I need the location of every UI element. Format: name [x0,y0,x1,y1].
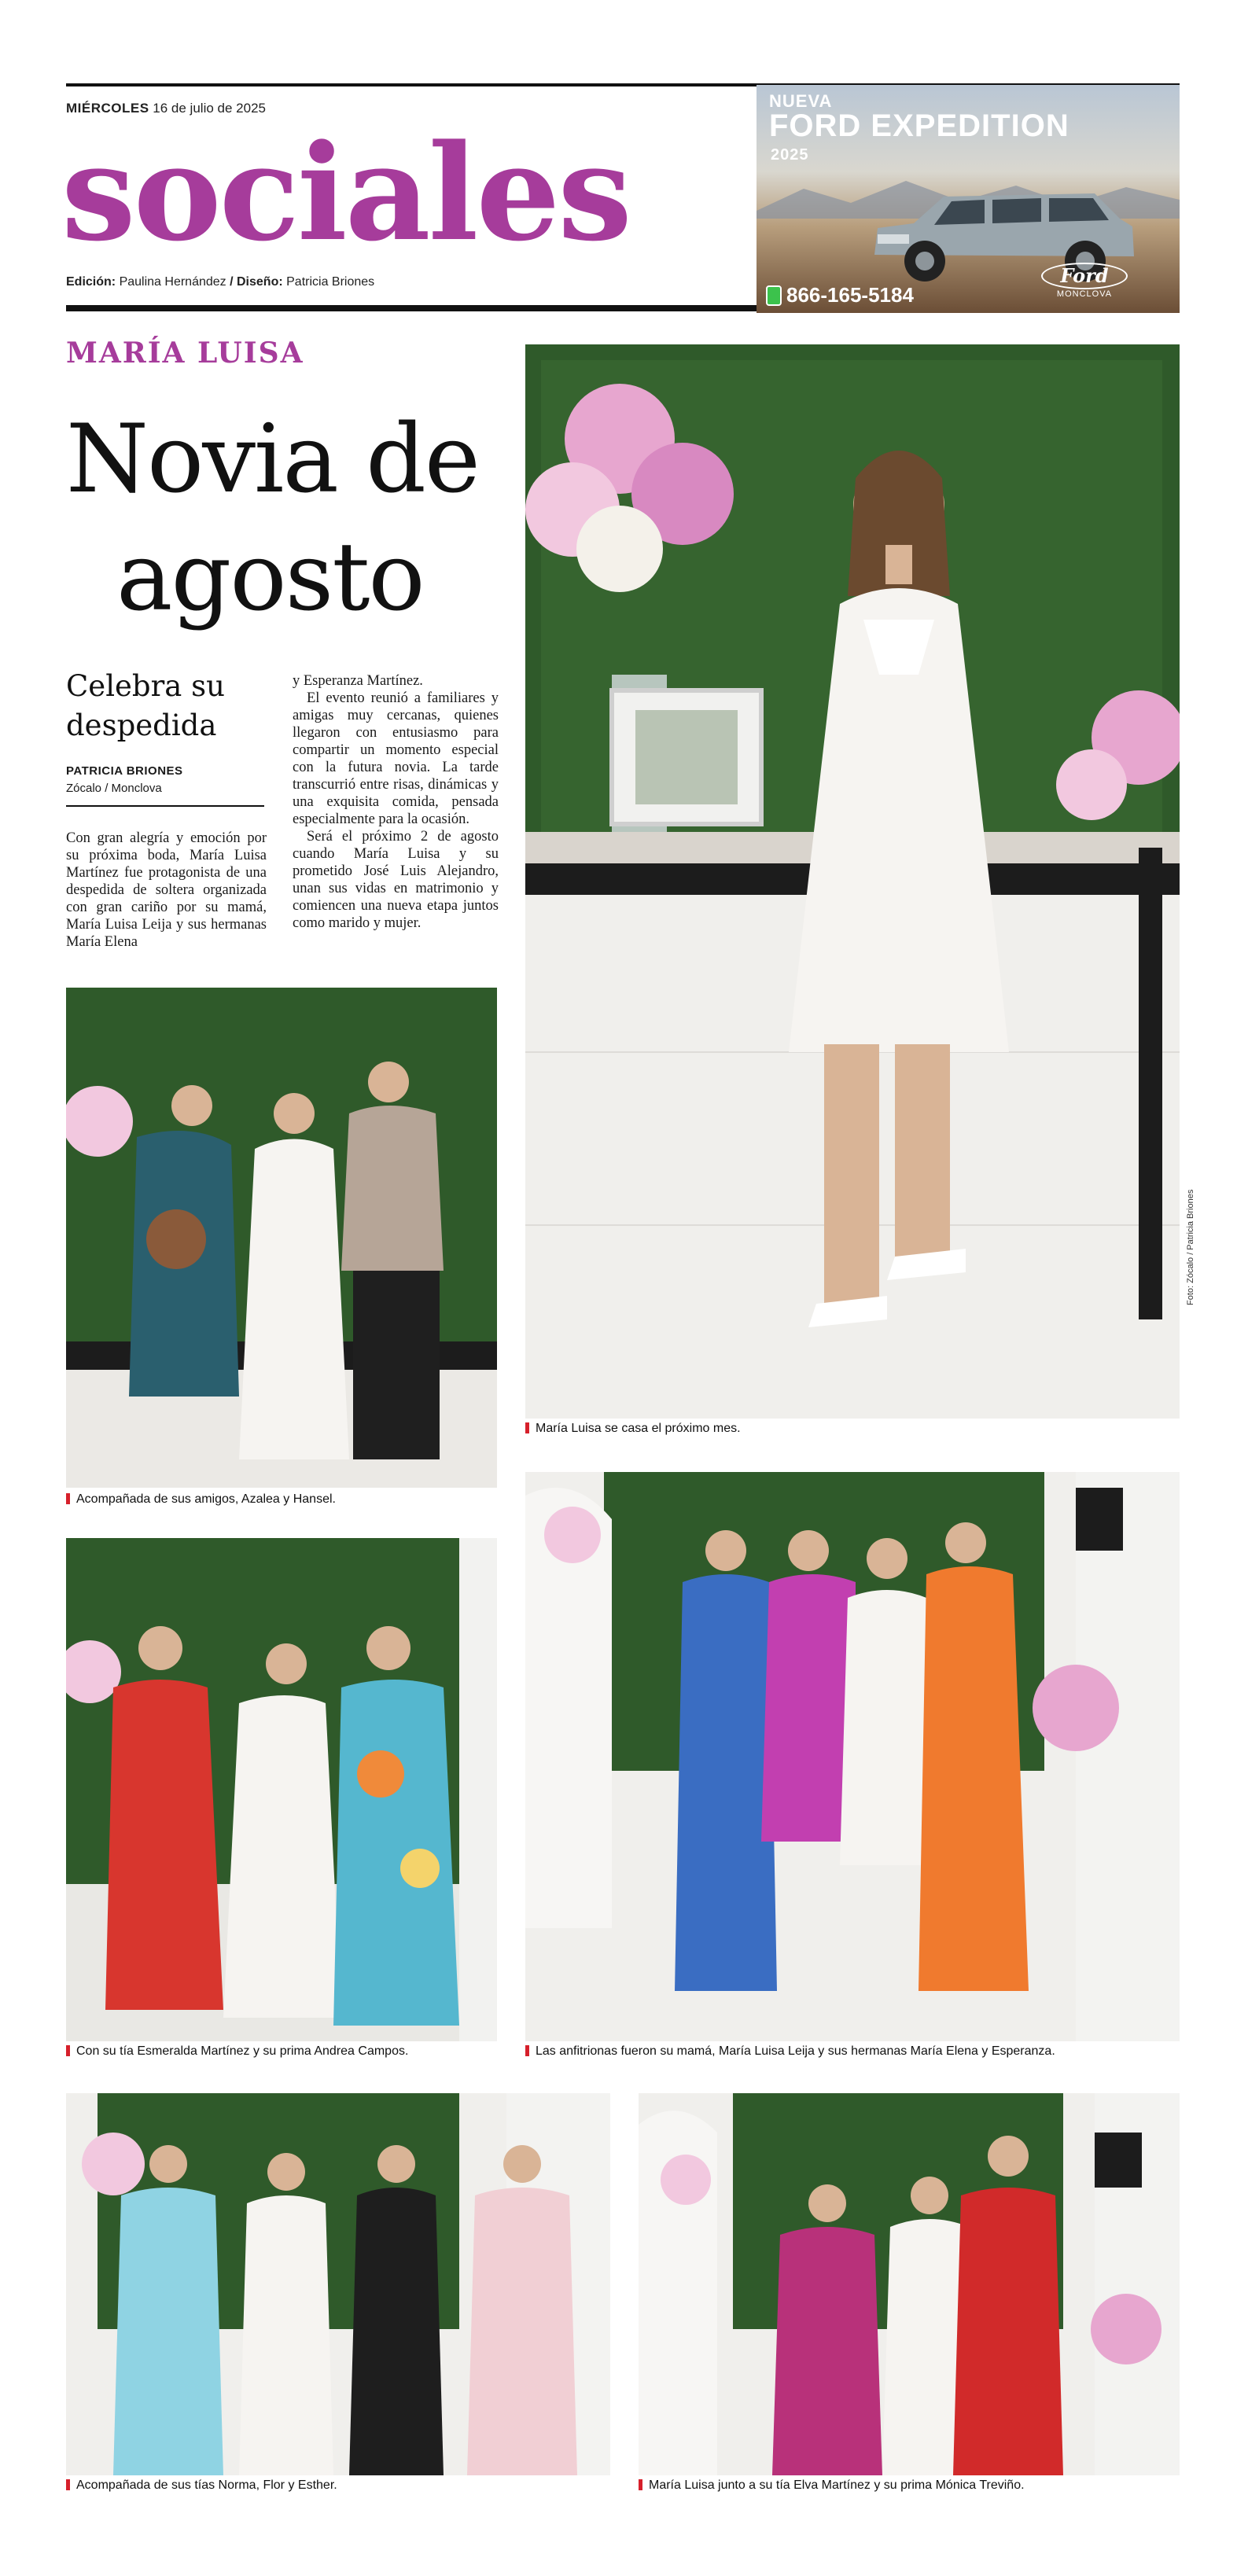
section-masthead: sociales [61,115,630,270]
ad-phone[interactable] [766,283,914,307]
main-photo-bride[interactable] [525,344,1180,1419]
article-headline [66,401,506,637]
design-label: / Diseño: [230,275,283,289]
friends-photo-image [66,988,497,1488]
edition-name: Paulina Hernández [119,275,226,289]
hosts-caption-text: Las anfitrionas fueron su mamá, María Luisa Leija y sus hermanas María Elena y Esperanza. [536,2044,1055,2058]
article-paragraph-3: Será el próximo 2 de agosto cuando María Luisa y su prometido José Luis Alejandro, unan sus vidas en matrimonio y comiencen una nueva etapa juntos como marido y mujer. [293,829,499,931]
article-paragraph-1: Con gran alegría y emoción por su próxima boda, María Luisa Martínez fue protagonista de una despedida de soltera organizada con gran cariño por su mamá, María Luisa Leija y sus hermanas María Elena [66,830,267,950]
ad-year: 2025 [771,146,809,164]
ad-phone-number: 866-165-5184 [786,283,914,307]
caption-marker-icon [66,2479,70,2490]
headline-line-1: Novia de [66,405,479,514]
aunts-caption-text: Acompañada de sus tías Norma, Flor y Esther. [76,2478,337,2492]
phone-icon [766,285,782,306]
aunts-caption [66,2478,337,2493]
friends-caption [66,1492,336,1507]
hosts-caption [525,2044,1055,2059]
article-kicker: MARÍA LUISA [66,337,304,370]
photo-aunt-cousin[interactable] [66,1538,497,2041]
headline-line-2: agosto [116,523,424,632]
article-subhead: Celebra su despedida [66,669,225,742]
photo-friends[interactable] [66,988,497,1488]
ad-kicker: NUEVA [769,91,833,111]
friends-caption-text: Acompañada de sus amigos, Azalea y Hansel. [76,1492,336,1506]
dateline-weekday: MIÉRCOLES [66,101,149,116]
edition-label: Edición: [66,275,116,289]
byline-outlet: Zócalo / Monclova [66,782,162,795]
article-byline [66,763,264,807]
bride-photo-image [525,344,1180,1419]
hosts-photo-image [525,1472,1180,2041]
caption-marker-icon [525,2045,529,2056]
caption-marker-icon [66,1493,70,1504]
main-caption-text: María Luisa se casa el próximo mes. [536,1422,741,1435]
photo-credit: Foto: Zócalo / Patricia Briones [1186,1189,1195,1305]
design-name: Patricia Briones [286,275,375,289]
photo-hosts[interactable] [525,1472,1180,2041]
byline-author: PATRICIA BRIONES [66,764,183,778]
elva-monica-caption [639,2478,1025,2493]
article-column-1 [66,830,267,951]
ford-advertisement[interactable] [757,85,1180,313]
dateline-date: 16 de julio de 2025 [153,101,266,116]
aunt-cousin-caption [66,2044,408,2059]
elva-monica-caption-text: María Luisa junto a su tía Elva Martínez y su prima Mónica Treviño. [649,2478,1025,2492]
ad-brand [1041,263,1128,299]
photo-aunts[interactable] [66,2093,610,2475]
article-paragraph-1-continued: y Esperanza Martínez. [293,673,423,689]
photo-elva-monica[interactable] [639,2093,1180,2475]
dateline [66,101,266,116]
section-credits [66,275,374,289]
article-paragraph-2: El evento reunió a familiares y amigas muy cercanas, quienes llegaron con entusiasmo para compartir un momento especial con la futura novia. La tarde transcurrió entre risas, dinámicas y una exquisita comida, pensada especialmente para la ocasión. [293,690,499,827]
aunt-cousin-photo-image [66,1538,497,2041]
article-column-2 [293,672,499,932]
ad-city: MONCLOVA [1056,289,1113,299]
aunts-photo-image [66,2093,610,2475]
ford-logo-icon: Ford [1041,263,1128,289]
main-photo-caption [525,1422,741,1436]
caption-marker-icon [525,1422,529,1433]
aunt-cousin-caption-text: Con su tía Esmeralda Martínez y su prima Andrea Campos. [76,2044,409,2058]
caption-marker-icon [66,2045,70,2056]
caption-marker-icon [639,2479,642,2490]
elva-monica-photo-image [639,2093,1180,2475]
ad-model: FORD EXPEDITION [769,109,1069,143]
